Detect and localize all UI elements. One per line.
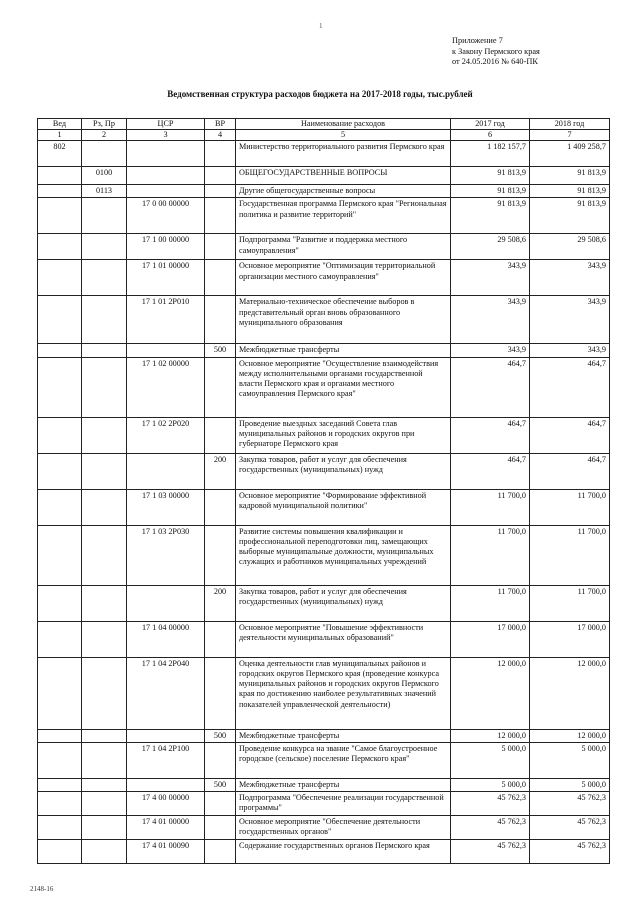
- table-row: [38, 260, 610, 296]
- target-article-cell: [127, 185, 205, 198]
- ved-cell: [38, 816, 82, 840]
- expense-type-cell: [205, 260, 236, 296]
- ved-cell: [38, 167, 82, 185]
- amount-2017-cell: 11 700,0: [451, 489, 530, 525]
- section-cell: [82, 489, 127, 525]
- amount-2017-cell: 91 813,9: [451, 198, 530, 234]
- amount-2018-cell: 17 000,0: [530, 621, 610, 657]
- expense-type-cell: [205, 296, 236, 344]
- amount-2018-cell: 343,9: [530, 344, 610, 357]
- table-row: [38, 453, 610, 489]
- table-row: [38, 525, 610, 585]
- amount-2017-cell: 12 000,0: [451, 729, 530, 742]
- section-cell: [82, 296, 127, 344]
- expense-name-cell: ОБЩЕГОСУДАРСТВЕННЫЕ ВОПРОСЫ: [236, 167, 451, 185]
- amount-2018-cell: 91 813,9: [530, 198, 610, 234]
- ved-cell: [38, 260, 82, 296]
- expense-type-cell: [205, 185, 236, 198]
- expense-type-cell: 200: [205, 453, 236, 489]
- column-number: 1: [38, 130, 82, 141]
- expense-name-cell: Основное мероприятие "Оптимизация территориальной организации местного самоуправления": [236, 260, 451, 296]
- section-cell: 0100: [82, 167, 127, 185]
- expense-name-cell: Оценка деятельности глав муниципальных районов и городских округов Пермского края (проведение конкурса муниципальных районов и городских округов Пермского края по достижению наиболее результативных значений показателей управленческой деятельности): [236, 657, 451, 729]
- ved-cell: [38, 185, 82, 198]
- section-cell: [82, 141, 127, 167]
- amount-2017-cell: 45 762,3: [451, 840, 530, 864]
- appendix-line: Приложение 7: [452, 36, 503, 45]
- section-cell: [82, 585, 127, 621]
- expense-type-cell: [205, 417, 236, 453]
- expense-name-cell: Межбюджетные трансферты: [236, 778, 451, 791]
- expense-name-cell: Закупка товаров, работ и услуг для обеспечения государственных (муниципальных) нужд: [236, 585, 451, 621]
- expense-type-cell: [205, 657, 236, 729]
- expense-name-cell: Материально-техническое обеспечение выборов в представительный орган вновь образованного муниципального образования: [236, 296, 451, 344]
- amount-2017-cell: 5 000,0: [451, 778, 530, 791]
- section-cell: [82, 778, 127, 791]
- expense-name-cell: Другие общегосударственные вопросы: [236, 185, 451, 198]
- target-article-cell: 17 1 03 00000: [127, 489, 205, 525]
- expense-type-cell: [205, 234, 236, 260]
- target-article-cell: 17 4 01 00090: [127, 840, 205, 864]
- ved-cell: [38, 525, 82, 585]
- table-row: [38, 585, 610, 621]
- column-header: ЦСР: [127, 119, 205, 130]
- amount-2017-cell: 1 182 157,7: [451, 141, 530, 167]
- ved-cell: [38, 344, 82, 357]
- section-cell: [82, 621, 127, 657]
- target-article-cell: [127, 167, 205, 185]
- expense-name-cell: Содержание государственных органов Пермского края: [236, 840, 451, 864]
- column-number: 2: [82, 130, 127, 141]
- amount-2018-cell: 12 000,0: [530, 729, 610, 742]
- expense-name-cell: Министерство территориального развития Пермского края: [236, 141, 451, 167]
- amount-2017-cell: 464,7: [451, 453, 530, 489]
- page-mark: 1: [319, 22, 323, 30]
- target-article-cell: [127, 585, 205, 621]
- expense-type-cell: [205, 141, 236, 167]
- amount-2018-cell: 11 700,0: [530, 525, 610, 585]
- amount-2018-cell: 343,9: [530, 260, 610, 296]
- ved-cell: [38, 792, 82, 816]
- column-number: 5: [236, 130, 451, 141]
- amount-2018-cell: 11 700,0: [530, 489, 610, 525]
- amount-2017-cell: 45 762,3: [451, 792, 530, 816]
- target-article-cell: [127, 141, 205, 167]
- appendix-line: от 24.05.2016 № 640-ПК: [452, 57, 538, 66]
- table-row: [38, 729, 610, 742]
- table-row: [38, 357, 610, 417]
- column-number-row: [38, 130, 610, 141]
- column-number: 7: [530, 130, 610, 141]
- section-cell: [82, 816, 127, 840]
- section-cell: 0113: [82, 185, 127, 198]
- ved-cell: [38, 742, 82, 778]
- target-article-cell: 17 1 03 2P030: [127, 525, 205, 585]
- target-article-cell: 17 1 02 00000: [127, 357, 205, 417]
- amount-2017-cell: 464,7: [451, 357, 530, 417]
- column-header: ВР: [205, 119, 236, 130]
- target-article-cell: 17 1 01 2P010: [127, 296, 205, 344]
- appendix-line: к Закону Пермского края: [452, 46, 540, 56]
- section-cell: [82, 357, 127, 417]
- table-row: [38, 185, 610, 198]
- amount-2018-cell: 29 508,6: [530, 234, 610, 260]
- amount-2018-cell: 45 762,3: [530, 816, 610, 840]
- table-row: [38, 417, 610, 453]
- target-article-cell: [127, 729, 205, 742]
- amount-2018-cell: 91 813,9: [530, 167, 610, 185]
- table-row: [38, 621, 610, 657]
- section-cell: [82, 417, 127, 453]
- amount-2017-cell: 91 813,9: [451, 167, 530, 185]
- amount-2017-cell: 12 000,0: [451, 657, 530, 729]
- table-row: [38, 840, 610, 864]
- ved-cell: [38, 585, 82, 621]
- expense-name-cell: Проведение выездных заседаний Совета глав муниципальных районов и городских округов при губернаторе Пермского края: [236, 417, 451, 453]
- expense-type-cell: 500: [205, 344, 236, 357]
- expense-type-cell: [205, 357, 236, 417]
- expense-type-cell: [205, 167, 236, 185]
- expense-type-cell: 200: [205, 585, 236, 621]
- expense-type-cell: [205, 489, 236, 525]
- expense-type-cell: 500: [205, 778, 236, 791]
- amount-2017-cell: 5 000,0: [451, 742, 530, 778]
- ved-cell: [38, 417, 82, 453]
- ved-cell: [38, 778, 82, 791]
- expense-name-cell: Межбюджетные трансферты: [236, 344, 451, 357]
- expense-name-cell: Основное мероприятие "Формирование эффективной кадровой муниципальной политики": [236, 489, 451, 525]
- expense-name-cell: Развитие системы повышения квалификации и профессиональной переподготовки лиц, замещающих выборные муниципальные должности, муниципальных служащих и работников муниципальных учреждений: [236, 525, 451, 585]
- amount-2017-cell: 11 700,0: [451, 585, 530, 621]
- ved-cell: 802: [38, 141, 82, 167]
- ved-cell: [38, 234, 82, 260]
- amount-2018-cell: 1 409 258,7: [530, 141, 610, 167]
- expense-name-cell: Межбюджетные трансферты: [236, 729, 451, 742]
- section-cell: [82, 198, 127, 234]
- amount-2017-cell: 45 762,3: [451, 816, 530, 840]
- amount-2018-cell: 464,7: [530, 417, 610, 453]
- target-article-cell: 17 4 01 00000: [127, 816, 205, 840]
- section-cell: [82, 840, 127, 864]
- amount-2018-cell: 5 000,0: [530, 742, 610, 778]
- column-number: 4: [205, 130, 236, 141]
- ved-cell: [38, 840, 82, 864]
- table-row: [38, 234, 610, 260]
- budget-table-body: [38, 119, 610, 864]
- header-row: [38, 119, 610, 130]
- budget-table: [37, 118, 610, 864]
- section-cell: [82, 792, 127, 816]
- column-header: 2018 год: [530, 119, 610, 130]
- table-row: [38, 296, 610, 344]
- ved-cell: [38, 657, 82, 729]
- expense-name-cell: Подпрограмма "Развитие и поддержка местного самоуправления": [236, 234, 451, 260]
- expense-type-cell: [205, 525, 236, 585]
- section-cell: [82, 742, 127, 778]
- table-row: [38, 198, 610, 234]
- amount-2017-cell: 464,7: [451, 417, 530, 453]
- expense-name-cell: Основное мероприятие "Обеспечение деятельности государственных органов": [236, 816, 451, 840]
- document-title: Ведомственная структура расходов бюджета на 2017-2018 годы, тыс.рублей: [167, 89, 473, 99]
- appendix-note: [452, 36, 622, 68]
- column-header: Рз, Пр: [82, 119, 127, 130]
- table-row: [38, 742, 610, 778]
- target-article-cell: 17 1 04 2P040: [127, 657, 205, 729]
- amount-2018-cell: 12 000,0: [530, 657, 610, 729]
- amount-2018-cell: 464,7: [530, 357, 610, 417]
- column-number: 6: [451, 130, 530, 141]
- expense-name-cell: Закупка товаров, работ и услуг для обеспечения государственных (муниципальных) нужд: [236, 453, 451, 489]
- target-article-cell: [127, 344, 205, 357]
- target-article-cell: 17 1 01 00000: [127, 260, 205, 296]
- table-row: [38, 816, 610, 840]
- section-cell: [82, 657, 127, 729]
- target-article-cell: [127, 453, 205, 489]
- target-article-cell: [127, 778, 205, 791]
- amount-2017-cell: 91 813,9: [451, 185, 530, 198]
- table-row: [38, 657, 610, 729]
- expense-name-cell: Проведение конкурса на звание "Самое благоустроенное городское (сельское) поселение Пермского края": [236, 742, 451, 778]
- table-row: [38, 489, 610, 525]
- amount-2018-cell: 5 000,0: [530, 778, 610, 791]
- amount-2018-cell: 91 813,9: [530, 185, 610, 198]
- ved-cell: [38, 198, 82, 234]
- amount-2018-cell: 11 700,0: [530, 585, 610, 621]
- expense-type-cell: [205, 792, 236, 816]
- column-header: Вед: [38, 119, 82, 130]
- target-article-cell: 17 1 04 2P100: [127, 742, 205, 778]
- amount-2017-cell: 343,9: [451, 260, 530, 296]
- expense-name-cell: Подпрограмма "Обеспечение реализации государственной программы": [236, 792, 451, 816]
- amount-2018-cell: 45 762,3: [530, 840, 610, 864]
- target-article-cell: 17 0 00 00000: [127, 198, 205, 234]
- expense-type-cell: [205, 621, 236, 657]
- amount-2017-cell: 343,9: [451, 344, 530, 357]
- target-article-cell: 17 1 00 00000: [127, 234, 205, 260]
- amount-2017-cell: 343,9: [451, 296, 530, 344]
- section-cell: [82, 729, 127, 742]
- table-row: [38, 141, 610, 167]
- expense-type-cell: 500: [205, 729, 236, 742]
- ved-cell: [38, 489, 82, 525]
- table-row: [38, 778, 610, 791]
- amount-2018-cell: 45 762,3: [530, 792, 610, 816]
- table-row: [38, 167, 610, 185]
- expense-type-cell: [205, 816, 236, 840]
- ved-cell: [38, 357, 82, 417]
- column-header: 2017 год: [451, 119, 530, 130]
- section-cell: [82, 453, 127, 489]
- ved-cell: [38, 453, 82, 489]
- expense-type-cell: [205, 742, 236, 778]
- amount-2018-cell: 343,9: [530, 296, 610, 344]
- target-article-cell: 17 4 00 00000: [127, 792, 205, 816]
- ved-cell: [38, 729, 82, 742]
- expense-name-cell: Основное мероприятие "Осуществление взаимодействия между исполнительными органами государственной власти Пермского края и органами местного самоуправления Пермского края": [236, 357, 451, 417]
- ved-cell: [38, 296, 82, 344]
- section-cell: [82, 525, 127, 585]
- footer-code: 2148-16: [30, 885, 54, 893]
- section-cell: [82, 260, 127, 296]
- expense-type-cell: [205, 198, 236, 234]
- column-number: 3: [127, 130, 205, 141]
- expense-name-cell: Основное мероприятие "Повышение эффективности деятельности муниципальных образований": [236, 621, 451, 657]
- amount-2017-cell: 29 508,6: [451, 234, 530, 260]
- amount-2018-cell: 464,7: [530, 453, 610, 489]
- column-header: Наименование расходов: [236, 119, 451, 130]
- table-row: [38, 792, 610, 816]
- expense-name-cell: Государственная программа Пермского края "Региональная политика и развитие территорий": [236, 198, 451, 234]
- amount-2017-cell: 11 700,0: [451, 525, 530, 585]
- target-article-cell: 17 1 04 00000: [127, 621, 205, 657]
- target-article-cell: 17 1 02 2P020: [127, 417, 205, 453]
- ved-cell: [38, 621, 82, 657]
- amount-2017-cell: 17 000,0: [451, 621, 530, 657]
- section-cell: [82, 234, 127, 260]
- table-row: [38, 344, 610, 357]
- section-cell: [82, 344, 127, 357]
- expense-type-cell: [205, 840, 236, 864]
